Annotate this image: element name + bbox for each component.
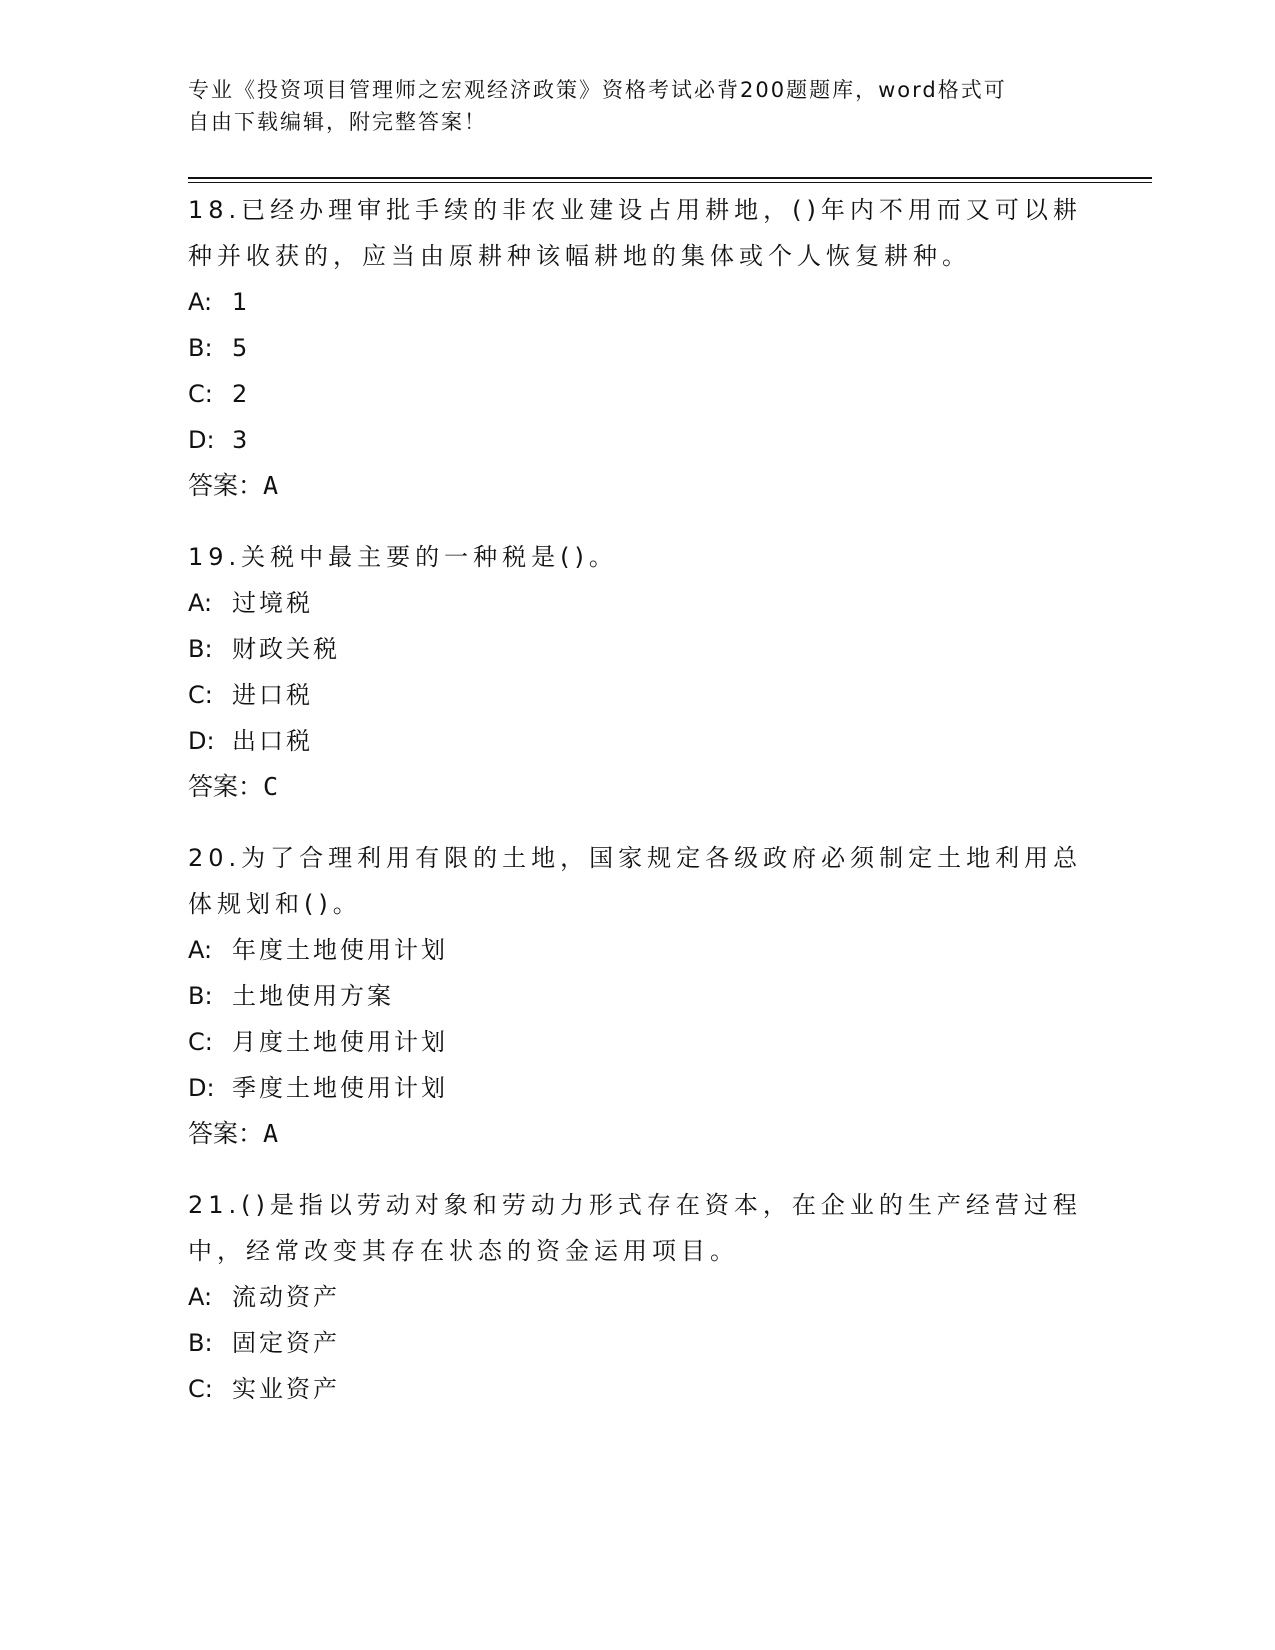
question-list bbox=[188, 187, 1088, 1437]
option-key: D: bbox=[188, 727, 215, 755]
answer-value: A bbox=[263, 1119, 279, 1148]
question-text: 19.关税中最主要的一种税是()。 bbox=[188, 543, 618, 571]
option-c bbox=[188, 1019, 1088, 1065]
answer-label: 答案： bbox=[188, 1119, 264, 1148]
option-d bbox=[188, 417, 1088, 463]
option-c bbox=[188, 1366, 1088, 1412]
question-text: 20.为了合理利用有限的土地，国家规定各级政府必须制定土地利用总体规划和()。 bbox=[188, 844, 1083, 918]
answer-label: 答案： bbox=[188, 471, 264, 500]
option-key: B: bbox=[188, 635, 213, 663]
option-text: 3 bbox=[232, 426, 251, 454]
question-18 bbox=[188, 187, 1088, 509]
option-b bbox=[188, 973, 1088, 1019]
option-key: B: bbox=[188, 982, 213, 1010]
option-a bbox=[188, 279, 1088, 325]
option-d bbox=[188, 1065, 1088, 1111]
option-a bbox=[188, 927, 1088, 973]
option-key: C: bbox=[188, 1028, 213, 1056]
question-20 bbox=[188, 835, 1088, 1157]
option-text: 年度土地使用计划 bbox=[232, 936, 448, 964]
option-key: D: bbox=[188, 1074, 215, 1102]
answer-line bbox=[188, 764, 1088, 810]
answer-line bbox=[188, 463, 1088, 509]
option-key: B: bbox=[188, 334, 213, 362]
header-divider-thick bbox=[188, 177, 1152, 179]
header-line-2: 自由下载编辑，附完整答案！ bbox=[188, 110, 487, 134]
option-text: 固定资产 bbox=[232, 1329, 340, 1357]
option-c bbox=[188, 371, 1088, 417]
option-key: A: bbox=[188, 288, 213, 316]
answer-value: A bbox=[263, 471, 279, 500]
question-text: 21.()是指以劳动对象和劳动力形式存在资本，在企业的生产经营过程中，经常改变其存在状态的资金运用项目。 bbox=[188, 1191, 1082, 1265]
option-key: A: bbox=[188, 1283, 213, 1311]
answer-value: C bbox=[263, 772, 279, 801]
header-divider-thin bbox=[188, 182, 1152, 183]
option-key: C: bbox=[188, 681, 213, 709]
option-text: 5 bbox=[232, 334, 251, 362]
option-a bbox=[188, 580, 1088, 626]
option-key: D: bbox=[188, 426, 215, 454]
option-c bbox=[188, 672, 1088, 718]
option-text: 2 bbox=[232, 380, 251, 408]
answer-line bbox=[188, 1111, 1088, 1157]
option-text: 月度土地使用计划 bbox=[232, 1028, 448, 1056]
option-text: 过境税 bbox=[232, 589, 313, 617]
question-19 bbox=[188, 534, 1088, 810]
option-text: 1 bbox=[232, 288, 251, 316]
option-key: C: bbox=[188, 380, 213, 408]
option-a bbox=[188, 1274, 1088, 1320]
option-key: A: bbox=[188, 936, 213, 964]
option-text: 出口税 bbox=[232, 727, 313, 755]
option-text: 流动资产 bbox=[232, 1283, 340, 1311]
document-header bbox=[188, 74, 1068, 138]
option-key: C: bbox=[188, 1375, 213, 1403]
question-21 bbox=[188, 1182, 1088, 1412]
header-line-1: 专业《投资项目管理师之宏观经济政策》资格考试必背200题题库，word格式可 bbox=[188, 78, 1007, 102]
option-b bbox=[188, 1320, 1088, 1366]
option-text: 财政关税 bbox=[232, 635, 340, 663]
answer-label: 答案： bbox=[188, 772, 264, 801]
option-b bbox=[188, 626, 1088, 672]
option-key: B: bbox=[188, 1329, 213, 1357]
option-text: 土地使用方案 bbox=[232, 982, 394, 1010]
option-text: 季度土地使用计划 bbox=[232, 1074, 448, 1102]
option-text: 实业资产 bbox=[232, 1375, 340, 1403]
option-text: 进口税 bbox=[232, 681, 313, 709]
option-b bbox=[188, 325, 1088, 371]
question-text: 18.已经办理审批手续的非农业建设占用耕地，()年内不用而又可以耕种并收获的，应当由原耕种该幅耕地的集体或个人恢复耕种。 bbox=[188, 196, 1082, 270]
option-d bbox=[188, 718, 1088, 764]
option-key: A: bbox=[188, 589, 213, 617]
